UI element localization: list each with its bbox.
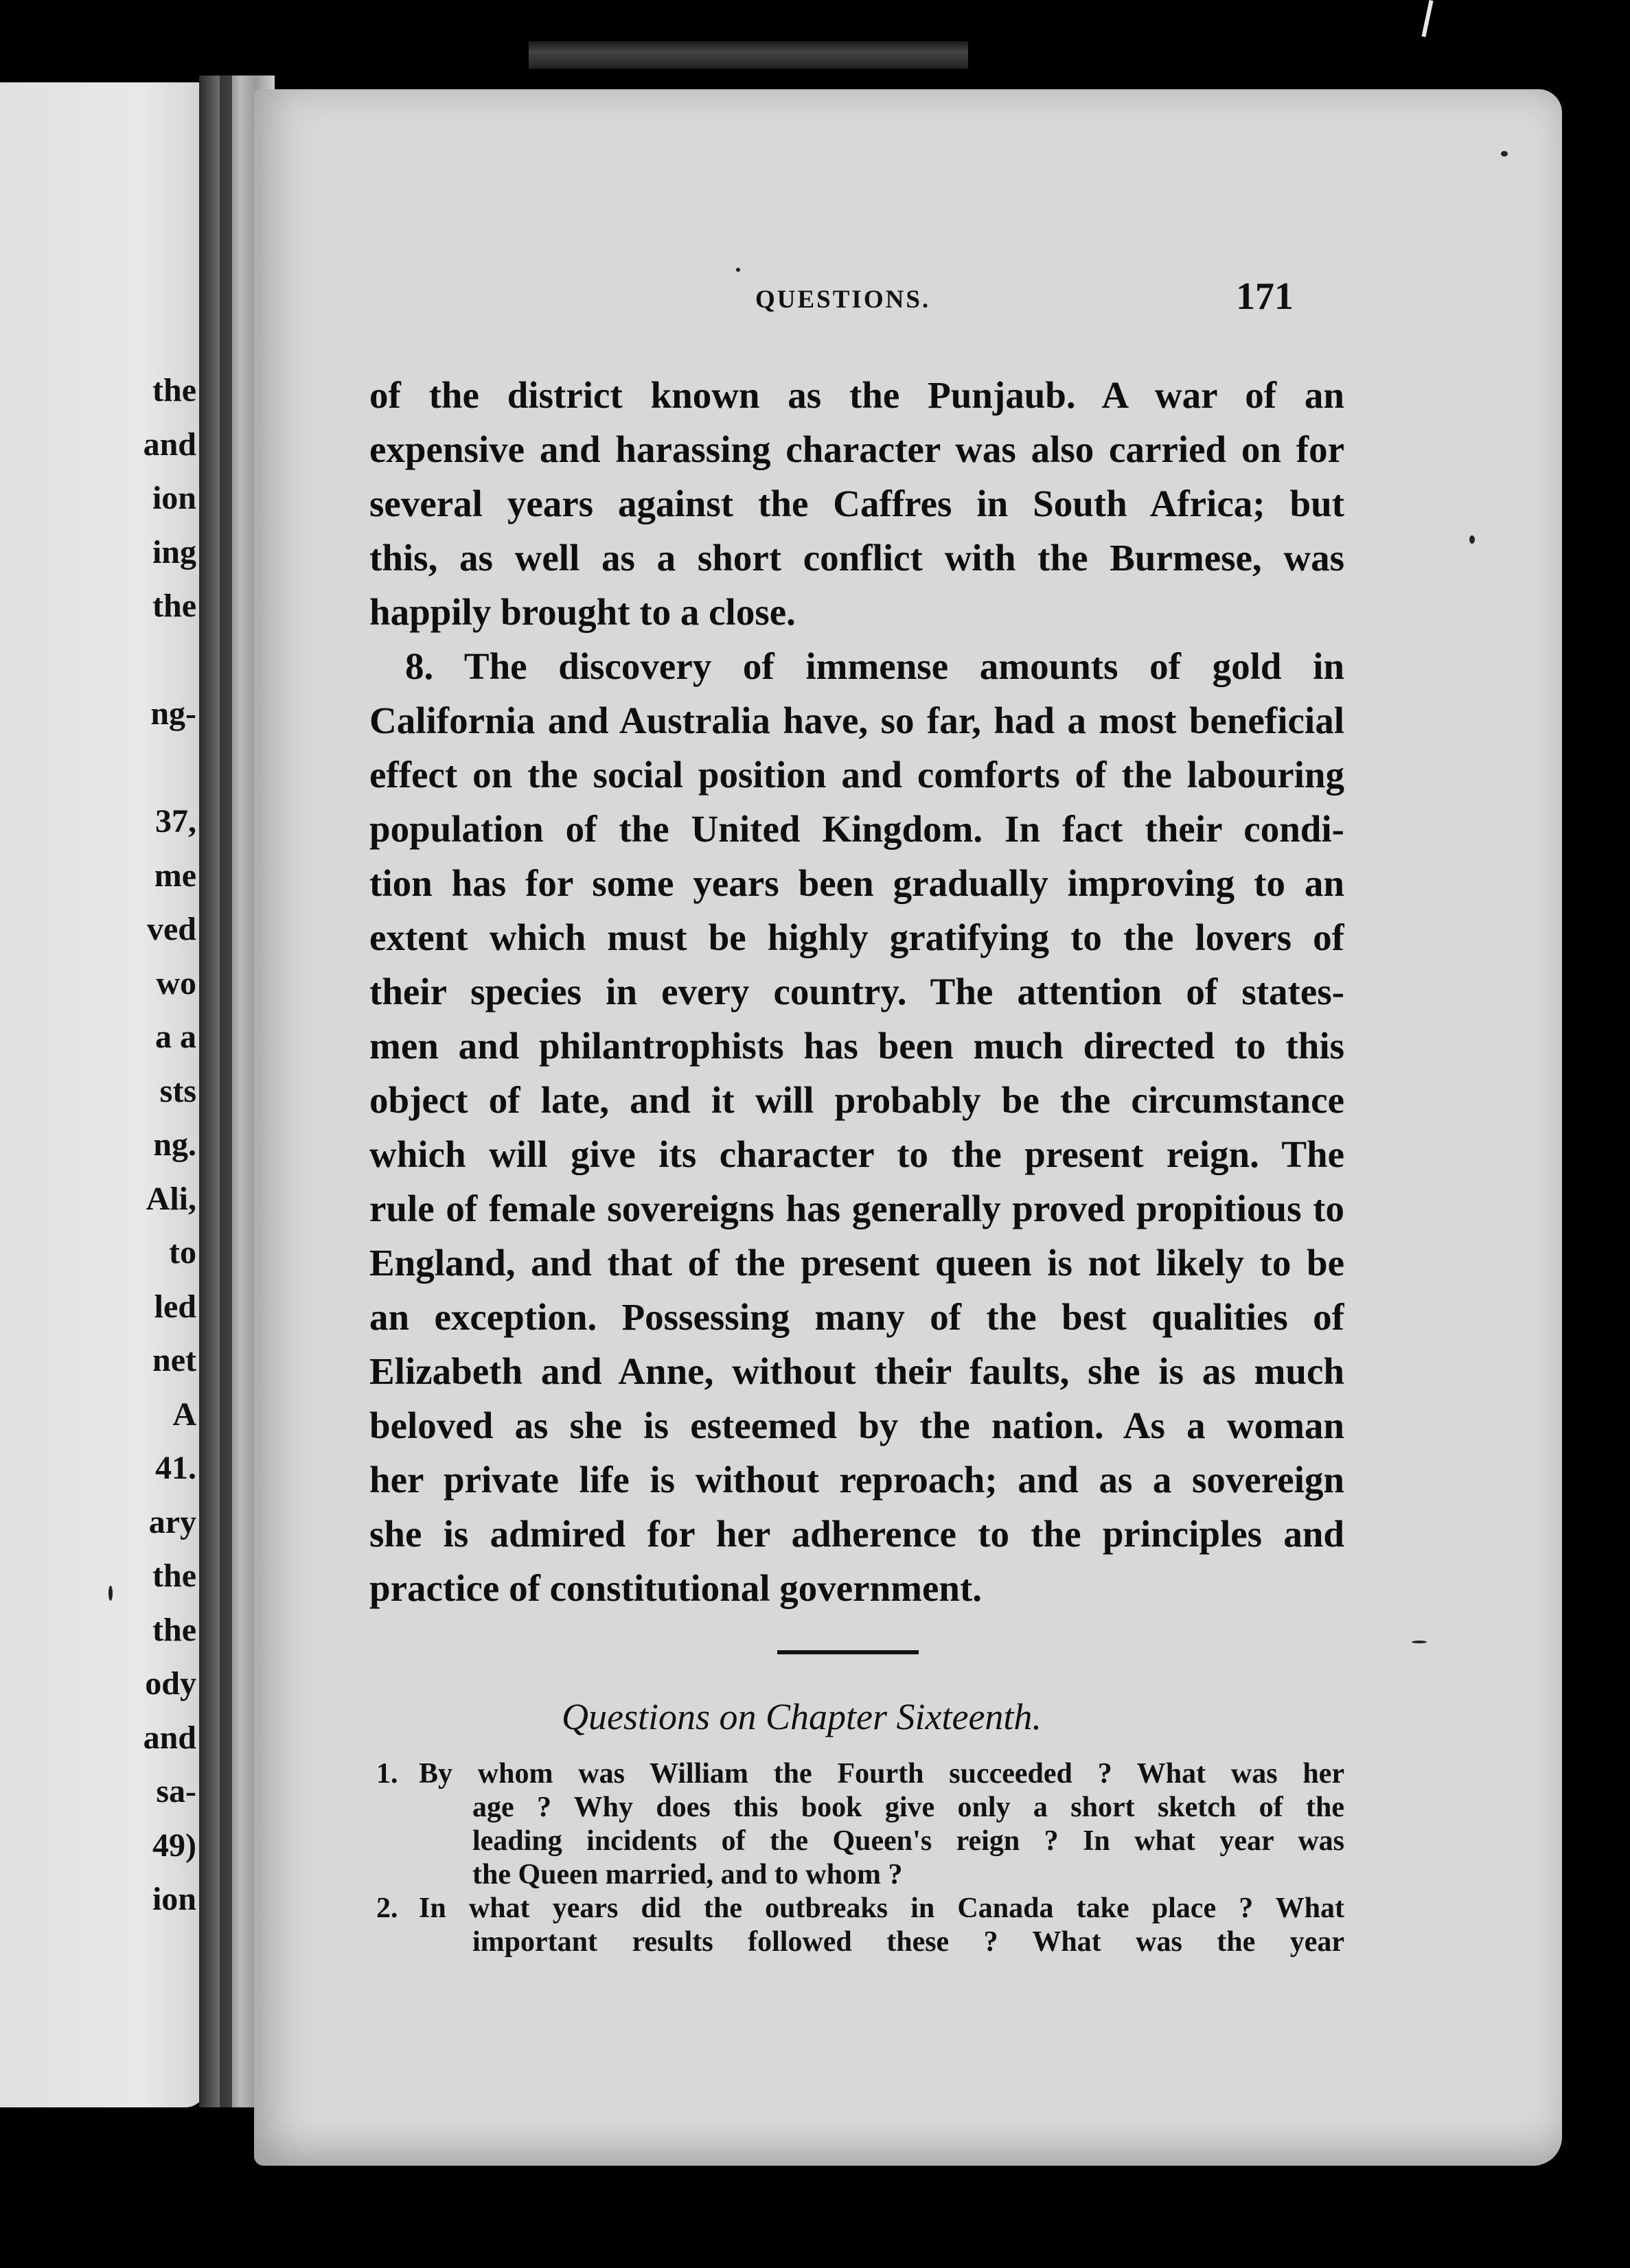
previous-page-fragment-line: net	[152, 1342, 196, 1378]
body-text-line: California and Australia have, so far, had a most beneficial	[369, 699, 1344, 741]
question-text: the Queen married, and to whom ?	[472, 1859, 903, 1890]
page-number: 171	[1236, 275, 1294, 318]
previous-page-fragment-line: the	[152, 372, 196, 408]
body-text-line: rule of female sovereigns has generally proved propitious to	[369, 1188, 1344, 1229]
paper-speck	[1469, 535, 1475, 544]
previous-page-fragment-line: sa-	[156, 1773, 196, 1809]
previous-page-fragment-line: A	[172, 1396, 196, 1433]
question-text: leading incidents of the Queen's reign ? In what year was	[472, 1825, 1344, 1857]
previous-page-fragment-line: and	[143, 426, 196, 463]
previous-page-fragment-line: ved	[147, 911, 196, 947]
question-line	[376, 1791, 1344, 1825]
question-text: In what years did the outbreaks in Canada take place ? What	[419, 1893, 1344, 1924]
body-text-line: an exception. Possessing many of the best qualities of	[369, 1296, 1344, 1338]
gutter-shadow	[220, 76, 232, 2107]
body-text-line: Elizabeth and Anne, without their faults, she is as much	[369, 1350, 1344, 1392]
question-line	[376, 1892, 1344, 1925]
previous-page-fragment-line: the	[152, 588, 196, 624]
top-binding-shadow	[529, 41, 968, 69]
body-text-line: England, and that of the present queen is not likely to be	[369, 1242, 1344, 1284]
body-text-line: this, as well as a short conflict with the Burmese, was	[369, 537, 1344, 579]
previous-page-fragment-line: 49)	[152, 1827, 196, 1864]
question-text: By whom was William the Fourth succeeded ? What was her	[419, 1758, 1344, 1790]
previous-page-fragment-line: ion	[152, 1881, 196, 1917]
body-text	[369, 368, 1344, 1615]
body-text-line: which will give its character to the present reign. The	[369, 1133, 1344, 1175]
paper-speck	[1412, 1641, 1427, 1643]
previous-page-fragment-line: a a	[155, 1019, 196, 1055]
body-text-line: men and philantrophists has been much directed to this	[369, 1025, 1344, 1067]
previous-page-fragment-line: to	[169, 1234, 196, 1271]
running-head: QUESTIONS.	[755, 286, 931, 314]
body-text-line: several years against the Caffres in South Africa; but	[369, 483, 1344, 524]
previous-page-fragment-line: Ali,	[146, 1180, 196, 1217]
previous-page-fragment-line: led	[154, 1288, 196, 1325]
question-line	[376, 1858, 1344, 1892]
question-text: age ? Why does this book give only a short sketch of the	[472, 1792, 1344, 1823]
body-text-line: extent which must be highly gratifying to the lovers of	[369, 916, 1344, 958]
previous-page-fragment-line: the	[152, 1558, 196, 1594]
previous-page-fragment-line	[114, 741, 196, 796]
previous-page-fragment	[0, 82, 206, 2107]
question-text: important results followed these ? What was the year	[472, 1926, 1344, 1958]
body-text-line: tion has for some years been gradually improving to an	[369, 862, 1344, 904]
question-line	[376, 1757, 1344, 1791]
body-text-line: practice of constitutional government.	[369, 1567, 983, 1609]
previous-page-fragment-line: 41.	[155, 1450, 196, 1486]
body-text-line: beloved as she is esteemed by the nation. As a woman	[369, 1404, 1344, 1446]
previous-page-fragment-line: the	[152, 1611, 196, 1648]
body-text-line: happily brought to a close.	[369, 591, 796, 633]
body-text-line: population of the United Kingdom. In fact their condi-	[369, 808, 1344, 850]
previous-page-fragment-line	[114, 634, 196, 688]
corner-scratch	[1421, 0, 1433, 37]
question-line	[376, 1925, 1344, 1959]
question-number: 2.	[376, 1893, 398, 1924]
previous-page-fragment-line: wo	[156, 964, 196, 1002]
question-line	[376, 1825, 1344, 1858]
previous-page-fragment-line: ary	[148, 1503, 196, 1540]
previous-page-fragment-line: 37,	[155, 803, 196, 840]
paper-speck	[1501, 151, 1508, 157]
questions-list	[376, 1757, 1344, 1959]
body-text-line: her private life is without reproach; and as a sovereign	[369, 1459, 1344, 1501]
body-text-line: effect on the social position and comforts of the labouring	[369, 754, 1344, 796]
previous-page-fragment-line: ion	[152, 480, 196, 516]
body-text-line: object of late, and it will probably be the circumstance	[369, 1079, 1344, 1121]
body-text-line: expensive and harassing character was also carried on for	[369, 428, 1344, 470]
paper-speck	[108, 1586, 113, 1601]
section-divider-rule	[777, 1650, 919, 1654]
body-text-line: their species in every country. The attention of states-	[369, 971, 1344, 1012]
previous-page-line-endings	[114, 364, 196, 1927]
questions-heading: Questions on Chapter Sixteenth.	[562, 1696, 1042, 1737]
previous-page-fragment-line: ody	[145, 1665, 196, 1702]
question-number: 1.	[376, 1758, 398, 1790]
previous-page-fragment-line: ng-	[150, 695, 196, 732]
previous-page-fragment-line: me	[154, 857, 196, 894]
previous-page-fragment-line: ng.	[153, 1126, 196, 1163]
previous-page-fragment-line: and	[143, 1719, 196, 1756]
paper-speck	[736, 268, 740, 272]
previous-page-fragment-line: ing	[152, 533, 196, 570]
body-text-line: 8. The discovery of immense amounts of gold in	[405, 645, 1344, 687]
body-text-line: she is admired for her adherence to the principles and	[369, 1513, 1344, 1555]
previous-page-fragment-line: sts	[159, 1072, 196, 1109]
body-text-line: of the district known as the Punjaub. A war of an	[369, 374, 1344, 416]
